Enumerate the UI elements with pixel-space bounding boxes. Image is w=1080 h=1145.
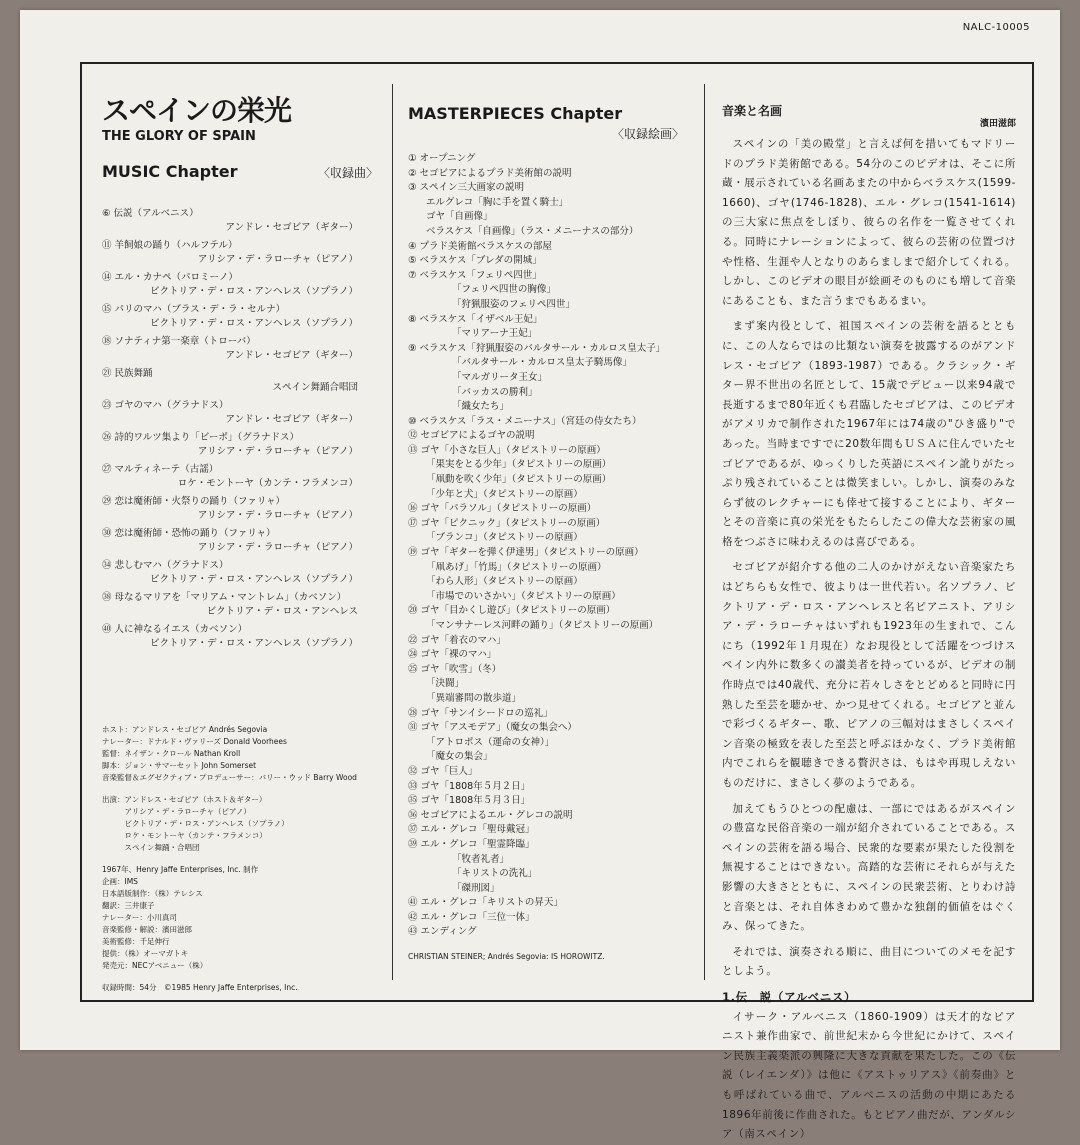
- painting-item: 「磔刑図」: [452, 882, 500, 894]
- painting-item: 「凧あげ」「竹馬」（タピストリーの原画）: [426, 561, 607, 573]
- essay-paragraph: スペインの「美の殿堂」と言えば何を措いてもマドリードのプラド美術館である。54分のこのビデオは、そこに所蔵・展示されている名画あまたの中からベラスケス(1599-1660)、ゴヤ(1746-1828)、エル・グレコ(1541-1614)の三大家に焦点をしぼり、彼らの名作を一覧させてくれる。同時にナレーションによって、彼らの芸術の位置づけや性格、生涯や人となりのあらましまで紹介してくれる。しかし、このビデオの眼目が絵画そのものにも増して音楽にあることも、また言うまでもあるまい。: [722, 138, 1016, 307]
- painting-item: 「果実をとる少年」（タピストリーの原画）: [426, 459, 612, 471]
- painting-item: 「バルタサール・カルロス皇太子騎馬像」: [452, 357, 632, 369]
- liner-notes-sheet: [20, 10, 1060, 1141]
- music-track: [102, 493, 378, 521]
- credit-line: 監督：ネイザン・クロール Nathan Kroll: [102, 749, 241, 758]
- essay-title: 音楽と名画: [722, 104, 783, 118]
- music-track-title: ⑥ 伝説（アルベニス）: [102, 207, 199, 219]
- credit-line: 発売元：NECアベニュー（株）: [102, 961, 208, 970]
- music-column: [82, 64, 392, 1000]
- music-track-performer: ビクトリア・デ・ロス・アンヘレス（ソプラノ）: [149, 317, 358, 329]
- painting-item: 「マンサナーレス河畔の踊り」（タピストリーの原画）: [426, 620, 659, 631]
- essay-paragraph: イサーク・アルベニス（1860-1909）は天才的なピアニスト兼作曲家で、前世紀末から今世紀にかけて、スペイン民族主義楽派の興隆に大きな貢献を果たした。この《伝説（レイエンダ）》は他に《アストゥリアス》《前奏曲》とも呼ばれている曲で、アルベニスの活動の中期にあたる1896年前後に作曲された。もとピアノ曲だが、アンダルシア（南スペイン）: [722, 1010, 1016, 1141]
- masterpieces-column: [392, 64, 704, 1000]
- credit-line: 脚本：ジョン・サマーセット John Somerset: [102, 761, 257, 770]
- music-track: [102, 397, 378, 425]
- music-track: [102, 365, 378, 393]
- music-track-performer: アンドレ・セゴビア（ギター）: [225, 221, 358, 233]
- painting-item: 「マリアーナ王妃」: [452, 328, 538, 340]
- credit-line: 音楽監修・解説：濱田滋郎: [102, 925, 192, 934]
- content-frame: [80, 62, 1034, 1141]
- painting-item: ㊲ エル・グレコ「聖母戴冠」: [408, 824, 535, 836]
- music-track-performer: アンドレ・セゴビア（ギター）: [225, 413, 358, 425]
- music-track-title: ㉞ 悲しむマハ（グラナドス）: [102, 559, 229, 571]
- painting-item: 「アトロポス（運命の女神）」: [426, 736, 555, 748]
- music-track: [102, 269, 378, 297]
- essay-paragraph: まず案内役として、祖国スペインの芸術を語るとともに、この人ならではの比類ない演奏を披露するのがアンドレス・セゴビア（1893-1987）である。クラシック・ギター界不世出の名匠として、15歳でデビュー以来94歳で長逝するまで80年近くも君臨したセゴビアは、このビデオがアメリカで制作された1967年には74歳の"ひき盛り"であった。当時まですでに20数年間もＵＳＡに住んでいたセゴビアであるが、ゆっくりした英語にスペイン訛りがたっぷり残されていることは微笑ましい。しかし、演奏のみならず彼のレクチャーにも倖せて接することにより、ギターとその音楽に真の栄光をもたらしたこの偉大な芸術家の風格をつぶさに味わえるのは喜びである。: [722, 320, 1016, 548]
- masterpieces-chapter-sub: 〈収録絵画〉: [611, 127, 684, 141]
- painting-item: ⑦ ベラスケス「フェリペ四世」: [408, 269, 542, 281]
- painting-item: ⑰ ゴヤ「ピクニック」（タピストリーの原画）: [408, 517, 606, 529]
- painting-item: ⑨ ベラスケス「狩猟服姿のバルタサール・カルロス皇太子」: [408, 342, 666, 354]
- music-track-performer: ロケ・モントーヤ（カンテ・フラメンコ）: [177, 477, 358, 489]
- catalog-number: NALC-10005: [962, 22, 1030, 33]
- painting-item: 「キリストの洗礼」: [452, 868, 538, 880]
- essay-heading: [722, 102, 1016, 129]
- painting-item: ㊶ エル・グレコ「キリストの昇天」: [408, 897, 563, 909]
- credit-line: ロケ・モントーヤ（カンテ・フラメンコ）: [102, 831, 267, 840]
- music-track: [102, 429, 378, 457]
- credit-line: [102, 854, 357, 864]
- music-track-performer: ビクトリア・デ・ロス・アンヘレス（ソプラノ）: [149, 637, 358, 649]
- music-track-title: ⑱ ソナティナ第一楽章（トローバ）: [102, 335, 256, 347]
- credit-line: 収録時間：54分 ©1985 Henry Jaffe Enterprises, Inc.: [102, 983, 298, 992]
- title-japanese: スペインの栄光: [102, 94, 292, 127]
- music-track-title: ㊵ 人に神なるイエス（カベソン）: [102, 623, 248, 635]
- credit-line: ナレーター：ドナルド・ヴァリーズ Donald Voorhees: [102, 737, 287, 746]
- music-track-title: ㉗ マルティネーテ（古謡）: [102, 463, 219, 475]
- credit-line: 日本語版制作：（株）テレシス: [102, 889, 203, 898]
- painting-item: ⑤ ベラスケス「ブレダの開城」: [408, 255, 542, 267]
- music-track-performer: アリシア・デ・ラローチャ（ピアノ）: [197, 541, 358, 553]
- painting-item: ゴヤ「自画像」: [426, 211, 493, 223]
- painting-item: ⑬ ゴヤ「小さな巨人」（タピストリーの原画）: [408, 444, 606, 456]
- painting-item: 「ブランコ」（タピストリーの原画）: [426, 532, 583, 544]
- music-track-title: ⑭ エル・カナペ（パロミーノ）: [102, 271, 238, 283]
- painting-item: ㊴ エル・グレコ「聖霊降臨」: [408, 838, 535, 850]
- essay-column: [704, 64, 1034, 1141]
- music-track: [102, 301, 378, 329]
- music-track: [102, 461, 378, 489]
- credit-line: 翻訳：三井康子: [102, 901, 155, 910]
- painting-item: 「フェリペ四世の胸像」: [452, 284, 556, 296]
- music-track: [102, 205, 378, 233]
- essay-paragraph: それでは、演奏される順に、曲目についてのメモを記すとしよう。: [722, 945, 1016, 978]
- music-track-title: ⑮ パリのマハ（ブラス・デ・ラ・セルナ）: [102, 303, 286, 315]
- painting-item: ㉝ ゴヤ「1808年５月２日」: [408, 780, 531, 792]
- painting-item: ⑲ ゴヤ「ギターを弾く伊達男」（タピストリーの原画）: [408, 547, 644, 559]
- music-track: [102, 621, 378, 649]
- painting-item: 「少年と犬」（タピストリーの原画）: [426, 488, 583, 500]
- essay-section-title: 1.伝 説（アルベニス）: [722, 989, 857, 1004]
- title-english: THE GLORY OF SPAIN: [102, 128, 256, 144]
- painting-item: ㊷ エル・グレコ「三位一体」: [408, 911, 535, 923]
- painting-item: ㉒ ゴヤ「着衣のマハ」: [408, 634, 506, 646]
- painting-item: 「わら人形」（タピストリーの原画）: [426, 576, 583, 588]
- credit-line: ビクトリア・デ・ロス・アンヘレス（ソプラノ）: [102, 819, 289, 828]
- photo-credit: CHRISTIAN STEINER; Andrés Segovia: IS HOROWITZ.: [408, 952, 605, 961]
- painting-list: [408, 152, 690, 940]
- painting-item: 「牧者礼者」: [452, 853, 510, 865]
- credit-line: スペイン舞踊・合唱団: [102, 843, 200, 852]
- credit-line: 美術監修：千足伸行: [102, 937, 170, 946]
- painting-item: ⑩ ベラスケス「ラス・メニーナス」（宮廷の侍女たち）: [408, 415, 642, 427]
- painting-item: ㉕ ゴヤ「吹雪」（冬）: [408, 663, 502, 675]
- painting-item: ㉘ ゴヤ「サンイシードロの巡礼」: [408, 707, 553, 719]
- music-track-performer: ビクトリア・デ・ロス・アンヘレス（ソプラノ）: [149, 573, 358, 585]
- painting-item: エルグレコ「胸に手を置く騎士」: [426, 196, 569, 208]
- painting-item: 「凧動を吹く少年」（タピストリーの原画）: [426, 474, 612, 486]
- painting-item: ㊸ エンディング: [408, 926, 477, 938]
- painting-item: 「織女たち」: [452, 401, 510, 413]
- masterpieces-chapter-title: MASTERPIECES Chapter: [408, 104, 623, 123]
- painting-item: ⑧ ベラスケス「イザベル王妃」: [408, 313, 543, 325]
- music-track-performer: アリシア・デ・ラローチャ（ピアノ）: [197, 509, 358, 521]
- music-track: [102, 525, 378, 553]
- music-track-title: ⑪ 羊飼娘の踊り（ハルフテル）: [102, 239, 238, 251]
- essay-paragraph: 加えてもうひとつの配慮は、一部にではあるがスペインの豊富な民俗音楽の一端が紹介されていることである。スペインの芸術を語る場合、民衆的な要素が果たした役割を無視することはできない。高踏的な芸術にそれらが与えた影響の大きさとともに、スペインの民衆芸術、とりわけ詩と音楽とは、それ自体きわめて豊かな独創的価値をはぐくみ、保ってきた。: [722, 802, 1016, 933]
- music-track-title: ㉖ 詩的ワルツ集より「ビーボ」（グラナドス）: [102, 431, 300, 443]
- music-track: [102, 589, 378, 617]
- painting-item: ㉔ ゴヤ「裸のマハ」: [408, 649, 497, 661]
- music-track-title: ㉙ 恋は魔術師・火祭りの踊り（ファリャ）: [102, 495, 286, 507]
- credit-line: [102, 784, 357, 794]
- painting-item: ㉜ ゴヤ「巨人」: [408, 765, 478, 777]
- music-track-performer: アリシア・デ・ラローチャ（ピアノ）: [197, 445, 358, 457]
- painting-item: ベラスケス「自画像」（ラス・メニーナスの部分）: [426, 225, 639, 237]
- essay-paragraph: セゴビアが紹介する他の二人のかけがえない音楽家たちはどちらも女性で、彼よりは一世代若い。名ソプラノ、ビクトリア・デ・ロス・アンヘレスと名ピアニスト、アリシア・デ・ラローチャはいずれも1923年の生まれで、こんにち（1992年１月現在）なお現役として活躍をつづけスペイン内外に数多くの讃美者を持っているが、ビデオの制作時点では40歳代、充分に若々しさをとどめると同時に円熟した至芸を聴かせ、かつ見せてくれる。セゴビアと並んで彩づくるギター、歌、ピアノの三幅対はまさしくスペイン音楽の極致を表した至芸と呼ぶほかなく、プラド美術館内でこれらを観聴きできる贅沢さは、もはや再現しえないものだけに、まさしく夢のようである。: [722, 561, 1016, 789]
- painting-item: ② セゴビアによるプラド美術館の説明: [408, 167, 572, 179]
- painting-item: 「市場でのいさかい」（タピストリーの原画）: [426, 590, 621, 602]
- credit-line: 1967年、Henry Jaffe Enterprises, Inc. 制作: [102, 865, 259, 874]
- music-track-performer: ビクトリア・デ・ロス・アンヘレス（ソプラノ）: [149, 285, 358, 297]
- painting-item: ⑫ セゴビアによるゴヤの説明: [408, 430, 535, 442]
- credit-line: [102, 972, 357, 982]
- music-track-performer: アンドレ・セゴビア（ギター）: [225, 349, 358, 361]
- painting-item: 「マルガリータ王女」: [452, 371, 548, 383]
- painting-item: 「バッカスの勝利」: [452, 386, 538, 398]
- music-track-title: ㊳ 母なるマリアを「マリアム・マントレム」（カベソン）: [102, 591, 347, 603]
- credits-block: [102, 724, 357, 994]
- painting-item: 「決闘」: [426, 678, 465, 690]
- painting-item: ㉟ ゴヤ「1808年５月３日」: [408, 795, 531, 807]
- painting-item: ⑯ ゴヤ「パラソル」（タピストリーの原画）: [408, 503, 597, 515]
- painting-item: ③ スペイン三大画家の説明: [408, 182, 525, 194]
- music-track-list: [102, 205, 378, 649]
- painting-item: ⑳ ゴヤ「目かくし遊び」（タピストリーの原画）: [408, 605, 616, 617]
- painting-item: 「魔女の集会」: [426, 751, 493, 763]
- music-track-performer: ビクトリア・デ・ロス・アンヘレス: [206, 605, 358, 617]
- music-track: [102, 237, 378, 265]
- music-track-performer: アリシア・デ・ラローチャ（ピアノ）: [197, 253, 358, 265]
- credit-line: 出演：アンドレス・セゴビア（ホスト＆ギター）: [102, 795, 267, 804]
- painting-item: ① オープニング: [408, 153, 476, 164]
- painting-item: ④ プラド美術館ベラスケスの部屋: [408, 240, 552, 252]
- credit-line: アリシア・デ・ラローチャ（ピアノ）: [102, 807, 251, 816]
- credit-line: 提供：（株）オーマガトキ: [102, 949, 189, 958]
- music-track: [102, 557, 378, 585]
- music-track: [102, 333, 378, 361]
- painting-item: ㊱ セゴビアによるエル・グレコの説明: [408, 809, 573, 821]
- music-track-title: ㉚ 恋は魔術師・恐怖の踊り（ファリャ）: [102, 527, 276, 539]
- painting-item: 「異端審問の散歩道」: [426, 692, 522, 704]
- essay-body: [722, 135, 1016, 1145]
- music-track-title: ㉓ ゴヤのマハ（グラナドス）: [102, 399, 229, 411]
- music-chapter-heading: [102, 162, 378, 181]
- music-track-performer: スペイン舞踊合唱団: [272, 381, 358, 393]
- painting-item: 「狩猟服姿のフェリペ四世」: [452, 298, 575, 310]
- credit-line: 企画：IMS: [102, 877, 138, 886]
- music-track-title: ㉑ 民族舞踊: [102, 367, 153, 379]
- credit-line: 音楽監督＆エグゼクティブ・プロデューサー：バリー・ウッド Barry Wood: [102, 773, 357, 782]
- essay-author: 濱田滋郎: [979, 119, 1016, 129]
- painting-item: ㉛ ゴヤ「アスモデア」（魔女の集会へ）: [408, 722, 577, 734]
- music-chapter-sub: 〈収録曲〉: [317, 165, 378, 180]
- credit-line: ホスト：アンドレス・セゴビア Andrés Segovia: [102, 725, 268, 734]
- credit-line: ナレーター：小川真司: [102, 913, 177, 922]
- music-chapter-title: MUSIC Chapter: [102, 161, 238, 181]
